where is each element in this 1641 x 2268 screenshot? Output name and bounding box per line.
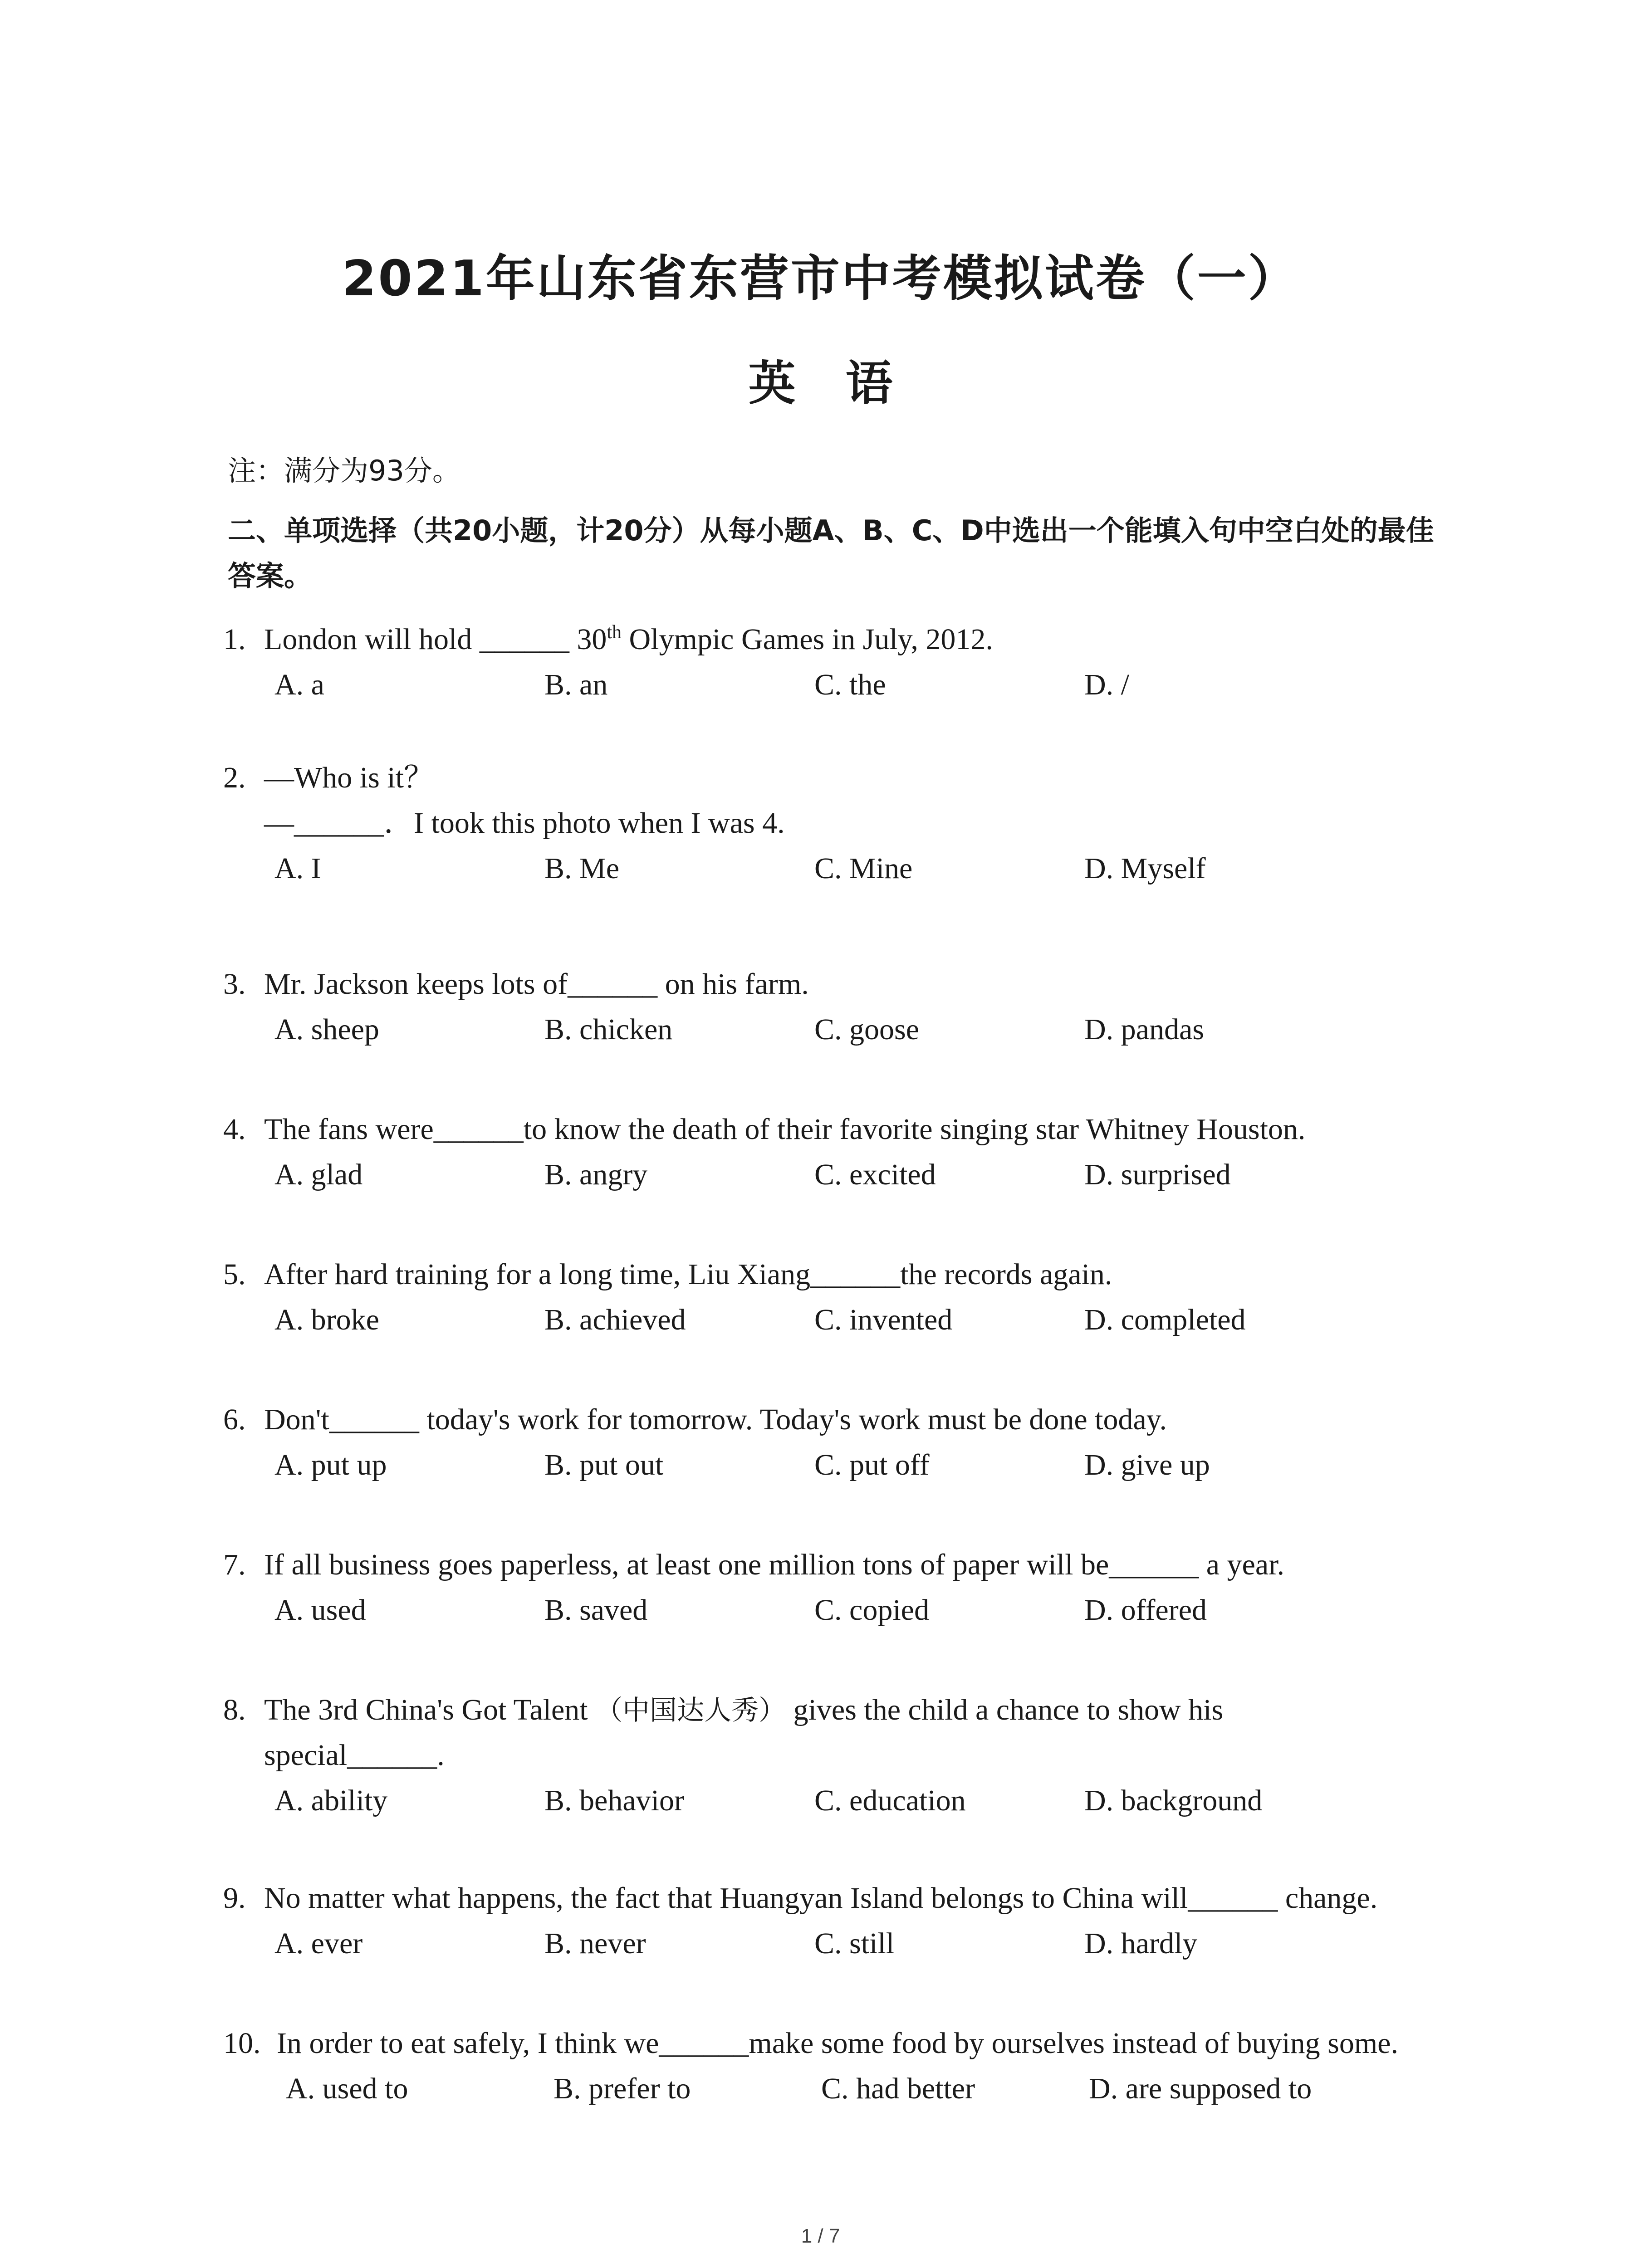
question-number: 9. [223,1882,246,1915]
answer-option: B. chicken [544,1013,673,1046]
answer-option: C. still [814,1927,895,1960]
stem-text: In order to eat safely, I think we______make some food by ourselves instead of buying some. [277,2027,1398,2060]
answer-option: C. had better [821,2072,975,2105]
answer-option: C. the [814,668,886,701]
stem-text: The fans were______to know the death of their favorite singing star Whitney Houston. [264,1113,1306,1146]
answer-option: C. goose [814,1013,919,1046]
score-note: 注：满分为93分。 [228,454,460,487]
stem-text: special______. [264,1739,445,1772]
answer-option: A. ever [274,1927,363,1960]
stem-text: gives the child a chance to show his [786,1693,1224,1726]
answer-option: D. give up [1084,1448,1210,1481]
stem-text: —______．I took this photo when I was 4. [264,807,785,840]
answer-option: D. pandas [1084,1013,1204,1046]
answer-option: D. surprised [1084,1158,1231,1191]
question-number: 10. [223,2027,261,2060]
question-stem-line [264,619,993,660]
question-stem-line [264,803,785,844]
question-number: 1. [223,623,246,656]
answer-option: A. a [274,668,324,701]
answer-option: D. completed [1084,1303,1246,1336]
stem-text: After hard training for a long time, Liu Xiang______the records again. [264,1258,1112,1291]
chinese-gloss: （中国达人秀） [595,1695,786,1726]
answer-option: A. put up [274,1448,387,1481]
stem-text: The 3rd China's Got Talent [264,1693,596,1726]
question-stem-line [277,2023,1398,2064]
answer-option: A. sheep [274,1013,379,1046]
question-number: 3. [223,968,246,1001]
answer-option: B. an [544,668,608,701]
stem-text: If all business goes paperless, at least one million tons of paper will be______ a year. [264,1548,1284,1581]
question-number: 5. [223,1258,246,1291]
answer-option: A. broke [274,1303,379,1336]
answer-option: B. behavior [544,1784,684,1817]
answer-option: B. achieved [544,1303,686,1336]
answer-option: C. excited [814,1158,936,1191]
stem-text: London will hold ______ 30 [264,623,607,656]
stem-text: No matter what happens, the fact that Huangyan Island belongs to China will______ change. [264,1882,1378,1915]
question-stem-line [264,1399,1167,1440]
answer-option: B. put out [544,1448,664,1481]
question-number: 7. [223,1548,246,1581]
question-stem-line [264,1690,1223,1731]
question-number: 2. [223,761,246,794]
stem-text: —Who is it？ [264,761,434,794]
answer-option: B. saved [544,1593,648,1627]
answer-option: A. used [274,1593,366,1627]
question-number: 4. [223,1113,246,1146]
question-stem-line [264,1735,445,1776]
page-number: 1 / 7 [801,2225,840,2247]
answer-option: C. Mine [814,852,913,885]
question-stem-line [264,1254,1112,1295]
question-number: 8. [223,1693,246,1726]
stem-text: Mr. Jackson keeps lots of______ on his farm. [264,968,809,1001]
answer-option: B. never [544,1927,646,1960]
answer-option: A. ability [274,1784,388,1817]
question-stem-line [264,758,434,798]
answer-option: A. used to [286,2072,408,2105]
answer-option: C. education [814,1784,966,1817]
question-stem-line [264,1545,1284,1585]
answer-option: D. background [1084,1784,1263,1817]
answer-option: D. / [1084,668,1129,701]
answer-option: C. copied [814,1593,929,1627]
answer-option: B. Me [544,852,619,885]
question-number: 6. [223,1403,246,1436]
answer-option: B. angry [544,1158,648,1191]
answer-option: D. are supposed to [1089,2072,1312,2105]
section-heading: 二、单项选择（共20小题，计20分）从每小题A、B、C、D中选出一个能填入句中空白处的最佳答案。 [228,514,1434,592]
question-stem-line [264,1878,1377,1919]
ordinal-suffix: th [607,622,622,643]
answer-option: B. prefer to [554,2072,691,2105]
question-stem-line [264,1109,1305,1150]
answer-option: C. invented [814,1303,953,1336]
exam-subject: 英语 [748,356,943,411]
question-stem-line [264,964,809,1005]
answer-option: A. glad [274,1158,363,1191]
answer-option: C. put off [814,1448,930,1481]
answer-option: D. Myself [1084,852,1206,885]
answer-option: D. offered [1084,1593,1207,1627]
stem-text: Olympic Games in July, 2012. [622,623,993,656]
stem-text: Don't______ today's work for tomorrow. Today's work must be done today. [264,1403,1167,1436]
answer-option: A. I [274,852,321,885]
exam-title: 2021年山东省东营市中考模拟试卷（一） [342,250,1299,307]
answer-option: D. hardly [1084,1927,1198,1960]
